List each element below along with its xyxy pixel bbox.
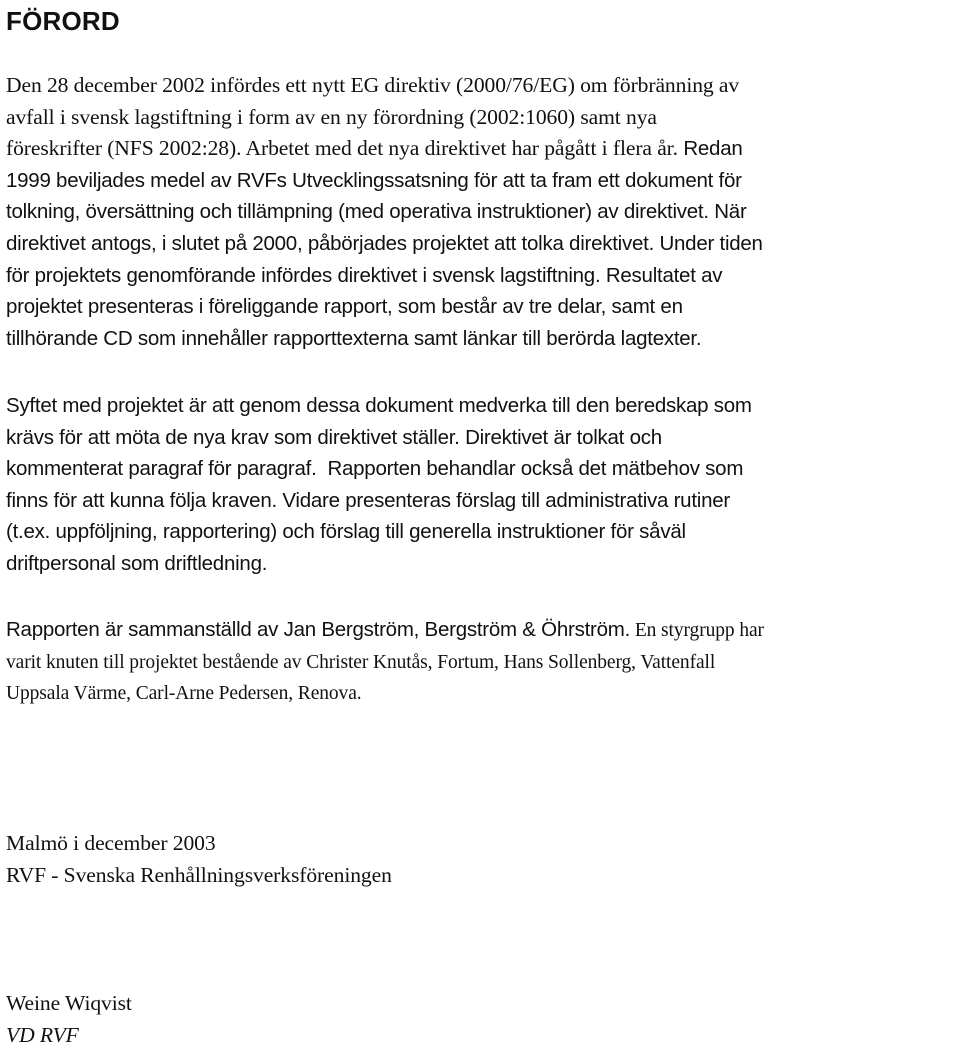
text-line bbox=[6, 228, 956, 260]
text-line: Syftet med projektet är att genom dessa dokument medverka till den beredskap som bbox=[6, 394, 752, 417]
text-span: När bbox=[708, 200, 747, 224]
paragraph-2 bbox=[6, 390, 956, 580]
text-line bbox=[6, 422, 956, 454]
text-span: finns för att kunna följa kraven. bbox=[6, 488, 277, 512]
text-span: krävs för att möta de nya krav som direktivet ställer. bbox=[6, 425, 460, 449]
text-line: driftpersonal som driftledning. bbox=[6, 551, 268, 575]
text-line bbox=[6, 485, 956, 517]
signatory-title: VD RVF bbox=[6, 1022, 79, 1047]
text-line bbox=[6, 260, 956, 292]
text-span: Direktivet är tolkat och bbox=[459, 425, 662, 449]
text-line: Uppsala Värme, Carl-Arne Pedersen, Renova. bbox=[6, 683, 362, 705]
text-span: Vidare presenteras förslag till administrativa rutiner bbox=[276, 488, 730, 512]
text-line: Den 28 december 2002 infördes ett nytt EG direktiv (2000/76/EG) om förbränning av bbox=[6, 73, 740, 97]
text-line bbox=[6, 196, 956, 228]
text-line: 1999 beviljades medel av RVFs Utvecklingssatsning för att ta fram ett dokument för bbox=[6, 168, 742, 192]
text-line: projektet presenteras i föreliggande rapport, som består av tre delar, samt en bbox=[6, 295, 683, 319]
text-line: varit knuten till projektet bestående av Christer Knutås, Fortum, Hans Sollenberg, Vattenfall bbox=[6, 651, 716, 673]
text-line bbox=[6, 614, 956, 647]
text-line: avfall i svensk lagstiftning i form av en ny förordning (2002:1060) samt nya bbox=[6, 104, 657, 129]
text-line: (t.ex. uppföljning, rapportering) och förslag till generella instruktioner för såväl bbox=[6, 520, 686, 544]
text-span: kommenterat paragraf för paragraf. bbox=[6, 457, 317, 481]
paragraph-3 bbox=[6, 614, 956, 710]
place-date: Malmö i december 2003 bbox=[6, 831, 216, 855]
paragraph-1 bbox=[6, 70, 956, 354]
text-line bbox=[6, 453, 956, 485]
text-span: Under tiden bbox=[654, 231, 763, 255]
text-line: tillhörande CD som innehåller rapporttexterna samt länkar till berörda lagtexter. bbox=[6, 326, 702, 350]
organization-name: RVF - Svenska Renhållningsverksföreningen bbox=[6, 862, 392, 887]
text-span: Redan bbox=[677, 137, 743, 161]
signature-block bbox=[6, 988, 956, 1051]
text-span: direktivet antogs, i slutet på 2000, påbörjades projektet att tolka direktivet. bbox=[6, 231, 655, 255]
page-title: FÖRORD bbox=[6, 6, 120, 36]
text-span: Rapporten är sammanställd av Jan Bergström, Bergström & Öhrström. bbox=[6, 618, 631, 641]
text-span: Rapporten behandlar också det mätbehov som bbox=[316, 457, 744, 481]
signatory-name: Weine Wiqvist bbox=[6, 991, 132, 1015]
text-span: En styrgrupp har bbox=[630, 620, 764, 641]
text-span: för projektets genomförande infördes direktivet i svensk lagstiftning. bbox=[6, 263, 601, 287]
text-span: föreskrifter (NFS 2002:28). Arbetet med det nya direktivet har pågått i flera år. bbox=[6, 136, 678, 161]
text-span: Resultatet av bbox=[600, 263, 723, 287]
text-line bbox=[6, 133, 956, 165]
text-span: tolkning, översättning och tillämpning (med operativa instruktioner) av direktivet. bbox=[6, 200, 709, 224]
signature-place-org bbox=[6, 828, 956, 891]
